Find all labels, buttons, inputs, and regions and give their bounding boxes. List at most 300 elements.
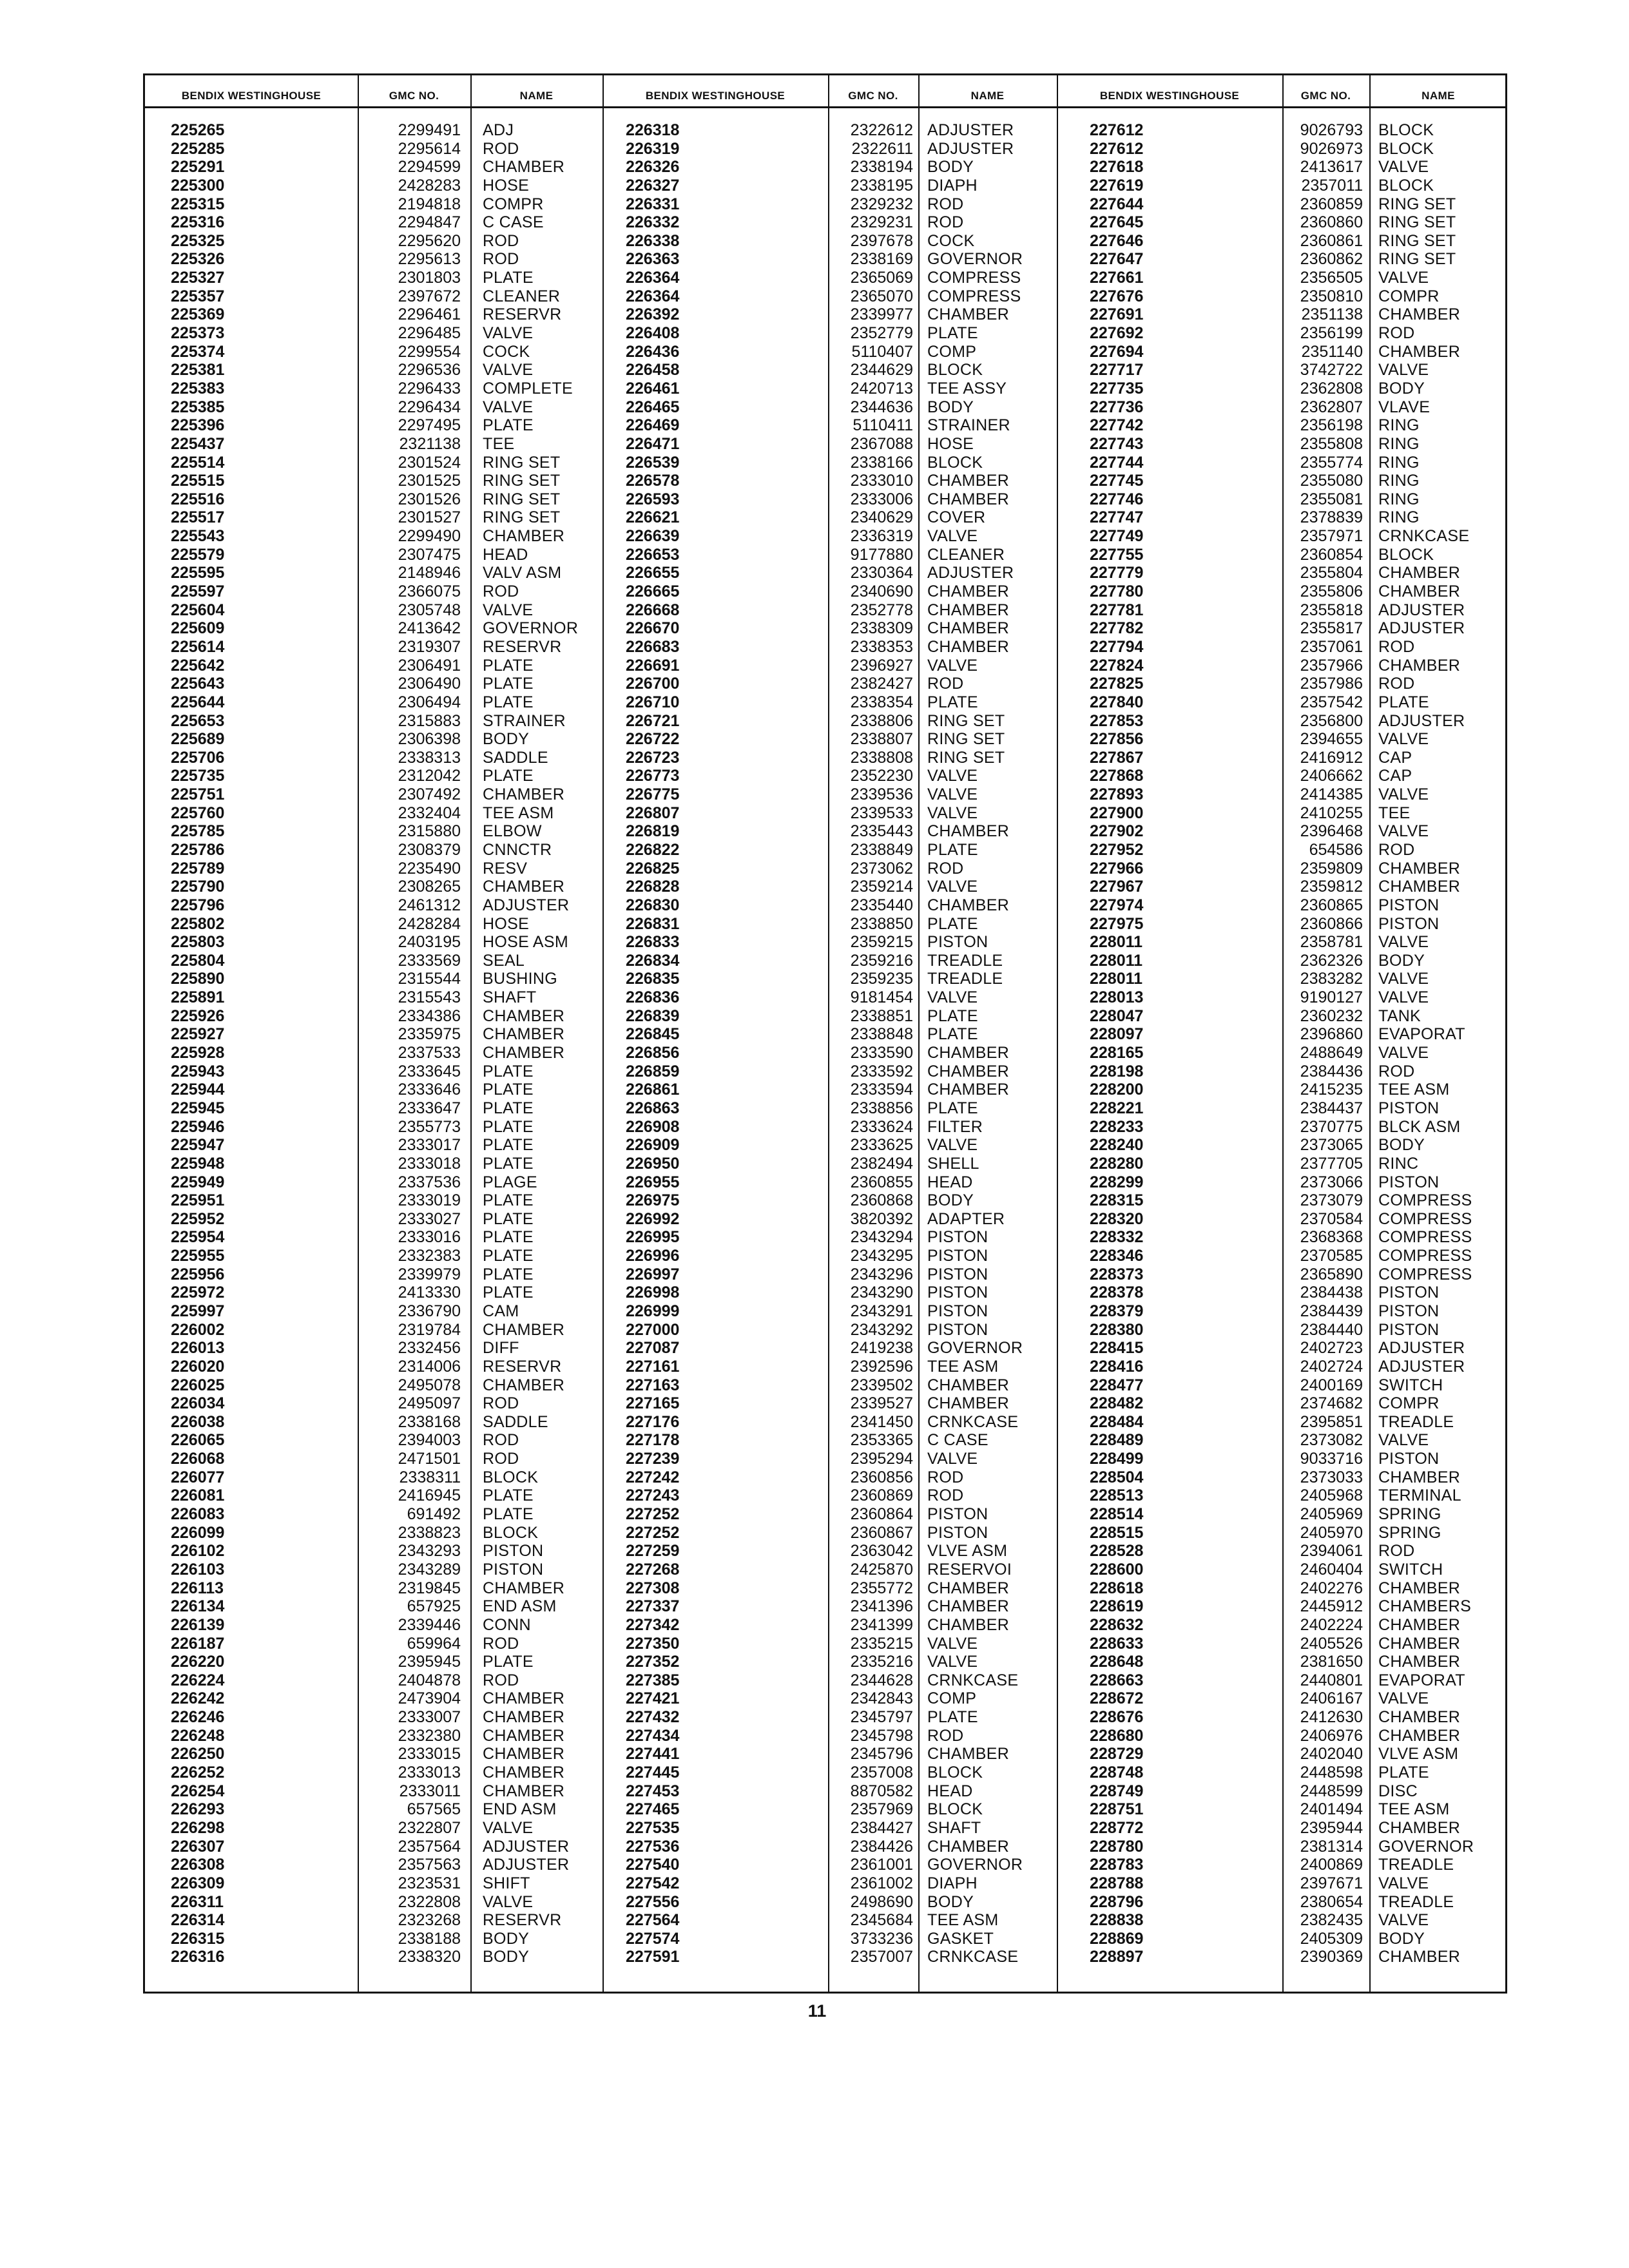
gmc-number: 2333647 (398, 1099, 461, 1117)
gmc-number: 2359809 (1300, 859, 1363, 878)
part-name: VALVE (1378, 822, 1429, 841)
bendix-number: 228097 (1090, 1025, 1144, 1044)
header-name-3: NAME (1422, 90, 1455, 102)
gmc-number: 2338808 (850, 748, 913, 767)
gmc-number: 2373066 (1300, 1173, 1363, 1191)
bendix-number: 226364 (626, 269, 680, 287)
part-name: COMPRESS (927, 287, 1021, 305)
bendix-number: 226103 (171, 1560, 225, 1579)
part-name: CHAMBER (927, 582, 1010, 601)
gmc-number: 2338807 (850, 730, 913, 749)
gmc-number: 2314006 (398, 1357, 461, 1376)
gmc-number: 2406662 (1300, 767, 1363, 785)
part-name: CHAMBER (927, 1044, 1010, 1062)
bendix-number: 226683 (626, 637, 680, 656)
part-name: BODY (483, 1948, 530, 1966)
bendix-number: 227644 (1090, 195, 1144, 213)
part-name: ROD (483, 250, 519, 269)
gmc-number: 2345796 (850, 1745, 913, 1763)
part-name: VALVE (927, 767, 978, 785)
bendix-number: 228748 (1090, 1763, 1144, 1782)
part-name: COMPRESS (1378, 1209, 1472, 1228)
gmc-number: 2365890 (1300, 1265, 1363, 1283)
gmc-number: 2330364 (850, 564, 913, 582)
part-name: PLATE (927, 1708, 978, 1727)
gmc-number: 2338195 (850, 176, 913, 195)
part-name: PISTON (927, 1265, 988, 1283)
part-name: VALVE (927, 803, 978, 822)
bendix-number: 227645 (1090, 213, 1144, 232)
part-name: COMP (927, 342, 977, 361)
gmc-number: 2405968 (1300, 1486, 1363, 1505)
bendix-number: 227453 (626, 1782, 680, 1800)
bendix-number: 228482 (1090, 1394, 1144, 1413)
bendix-number: 227350 (626, 1634, 680, 1653)
part-name: SHAFT (483, 988, 537, 1007)
part-name: TEE ASM (927, 1911, 999, 1930)
bendix-number: 228783 (1090, 1856, 1144, 1874)
bendix-number: 225579 (171, 545, 225, 564)
part-name: CAM (483, 1302, 519, 1320)
part-name: TEE ASM (1378, 1800, 1450, 1819)
part-name: BLOCK (483, 1523, 539, 1542)
gmc-number: 2360854 (1300, 545, 1363, 564)
bendix-number: 226139 (171, 1615, 225, 1634)
bendix-number: 227952 (1090, 840, 1144, 859)
bendix-number: 227794 (1090, 637, 1144, 656)
name-column-2 (927, 121, 1054, 1966)
gmc-number: 2322612 (850, 121, 913, 139)
bendix-number: 226331 (626, 195, 680, 213)
bendix-number: 228380 (1090, 1320, 1144, 1339)
bendix-number: 226773 (626, 767, 680, 785)
part-name: HOSE ASM (483, 933, 568, 952)
gmc-number: 2338849 (850, 840, 913, 859)
bendix-number: 226721 (626, 711, 680, 730)
name-column-1 (483, 121, 599, 1966)
gmc-number: 657565 (407, 1800, 461, 1819)
bendix-number: 227647 (1090, 250, 1144, 269)
part-name: CHAMBERS (1378, 1597, 1472, 1616)
gmc-number: 2363042 (850, 1542, 913, 1561)
part-name: SPRING (1378, 1523, 1441, 1542)
bendix-number: 226293 (171, 1800, 225, 1819)
bendix-number: 228618 (1090, 1579, 1144, 1597)
gmc-number: 2334386 (398, 1006, 461, 1025)
bendix-number: 228011 (1090, 970, 1143, 988)
bendix-number: 227856 (1090, 730, 1144, 749)
part-name: COMPRESS (1378, 1228, 1472, 1247)
gmc-number: 2357563 (398, 1856, 461, 1874)
part-name: ADJUSTER (1378, 1357, 1465, 1376)
gmc-number: 2343296 (850, 1265, 913, 1283)
part-name: VALVE (483, 1892, 534, 1911)
gmc-number: 2332404 (398, 803, 461, 822)
part-name: CHAMBER (1378, 859, 1461, 878)
bendix-number: 227308 (626, 1579, 680, 1597)
part-name: STRAINER (483, 711, 566, 730)
bendix-number: 226908 (626, 1117, 680, 1136)
part-name: TREADLE (1378, 1856, 1454, 1874)
gmc-number: 2367088 (850, 434, 913, 453)
gmc-number: 2296485 (398, 324, 461, 343)
part-name: CHAMBER (927, 472, 1010, 490)
part-name: PLATE (483, 1228, 534, 1247)
gmc-number: 2343289 (398, 1560, 461, 1579)
bendix-number: 226700 (626, 675, 680, 693)
bendix-number: 225653 (171, 711, 225, 730)
bendix-number: 225642 (171, 656, 225, 675)
gmc-number: 2355817 (1300, 619, 1363, 638)
gmc-number: 2295614 (398, 139, 461, 158)
gmc-number: 2397672 (398, 287, 461, 305)
part-name: RESERVR (483, 1911, 562, 1930)
gmc-number: 2365070 (850, 287, 913, 305)
gmc-number: 2333594 (850, 1081, 913, 1099)
gmc-number: 2294847 (398, 213, 461, 232)
bendix-number: 228011 (1090, 933, 1143, 952)
part-name: CHAMBER (1378, 1948, 1461, 1966)
bendix-number: 226822 (626, 840, 680, 859)
gmc-number: 2360856 (850, 1468, 913, 1486)
bendix-number: 226246 (171, 1708, 225, 1727)
bendix-number: 226836 (626, 988, 680, 1007)
gmc-number: 2396468 (1300, 822, 1363, 841)
bendix-number: 225760 (171, 803, 225, 822)
part-name: RING SET (1378, 250, 1456, 269)
part-name: CHAMBER (927, 1597, 1010, 1616)
part-name: CHAMBER (927, 1579, 1010, 1597)
gmc-number: 2294599 (398, 158, 461, 177)
gmc-number: 2373065 (1300, 1136, 1363, 1155)
part-name: RING (1378, 490, 1420, 508)
gmc-number: 2338309 (850, 619, 913, 638)
bendix-number: 228011 (1090, 951, 1143, 970)
part-name: PLATE (483, 1191, 534, 1210)
part-name: RING (1378, 434, 1420, 453)
bendix-number: 226992 (626, 1209, 680, 1228)
gmc-number: 2301803 (398, 269, 461, 287)
gmc-number: 2301526 (398, 490, 461, 508)
bendix-number: 228499 (1090, 1450, 1144, 1468)
bendix-number: 226034 (171, 1394, 225, 1413)
part-name: RESV (483, 859, 528, 878)
part-name: PLATE (483, 767, 534, 785)
gmc-number: 2296536 (398, 361, 461, 380)
part-name: VALVE (1378, 1044, 1429, 1062)
bendix-number: 226975 (626, 1191, 680, 1210)
gmc-number: 2414385 (1300, 785, 1363, 804)
bendix-number: 226311 (171, 1892, 224, 1911)
gmc-number: 2345797 (850, 1708, 913, 1727)
part-name: PLATE (483, 1099, 534, 1117)
bendix-number: 225517 (171, 508, 225, 527)
bendix-number: 226997 (626, 1265, 680, 1283)
part-name: BLOCK (927, 361, 983, 380)
bendix-number: 226013 (171, 1339, 225, 1358)
part-name: PISTON (927, 1247, 988, 1265)
bendix-number: 226995 (626, 1228, 680, 1247)
bendix-number: 227342 (626, 1615, 680, 1634)
bendix-number: 226996 (626, 1247, 680, 1265)
part-name: PISTON (927, 1283, 988, 1302)
bendix-number: 225300 (171, 176, 225, 195)
gmc-number: 2357008 (850, 1763, 913, 1782)
gmc-number: 2306491 (398, 656, 461, 675)
part-name: CHAMBER (483, 878, 565, 896)
gmc-number: 3742722 (1300, 361, 1363, 380)
bendix-number: 228320 (1090, 1209, 1144, 1228)
part-name: CHAMBER (1378, 1708, 1461, 1727)
gmc-number: 2368368 (1300, 1228, 1363, 1247)
header-bendix-3: BENDIX WESTINGHOUSE (1099, 90, 1240, 102)
part-name: COMPRESS (1378, 1265, 1472, 1283)
bendix-number: 226461 (626, 379, 680, 398)
part-name: VALVE (1378, 1431, 1429, 1450)
gmc-number: 2323268 (398, 1911, 461, 1930)
part-name: CONN (483, 1615, 531, 1634)
part-name: CHAMBER (483, 1763, 565, 1782)
gmc-number: 2378839 (1300, 508, 1363, 527)
part-name: ROD (483, 231, 519, 250)
gmc-number: 2323531 (398, 1874, 461, 1892)
gmc-number: 2356198 (1300, 416, 1363, 435)
bendix-number: 227966 (1090, 859, 1144, 878)
gmc-number: 2405969 (1300, 1505, 1363, 1524)
part-name: CHAMBER (483, 1689, 565, 1708)
part-name: CHAMBER (1378, 1818, 1461, 1837)
part-name: ROD (1378, 637, 1415, 656)
bendix-number: 227902 (1090, 822, 1144, 841)
gmc-number: 2343294 (850, 1228, 913, 1247)
bendix-number: 226831 (626, 914, 680, 933)
gmc-number: 2299491 (398, 121, 461, 139)
column-divider (602, 75, 604, 1992)
gmc-number: 2460404 (1300, 1560, 1363, 1579)
part-name: COMPLETE (483, 379, 573, 398)
gmc-number: 2333017 (398, 1136, 461, 1155)
part-name: CHAMBER (483, 1044, 565, 1062)
gmc-number: 2338851 (850, 1006, 913, 1025)
gmc-number: 2410255 (1300, 803, 1363, 822)
gmc-number: 2295613 (398, 250, 461, 269)
bendix-number: 226364 (626, 287, 680, 305)
gmc-number: 2341450 (850, 1412, 913, 1431)
part-name: SWITCH (1378, 1560, 1443, 1579)
bendix-number: 225927 (171, 1025, 225, 1044)
part-name: COVER (927, 508, 986, 527)
part-name: PISTON (1378, 1173, 1440, 1191)
gmc-number: 2296461 (398, 305, 461, 324)
gmc-number: 2394003 (398, 1431, 461, 1450)
bendix-number: 227749 (1090, 527, 1144, 546)
part-name: ADJ (483, 121, 514, 139)
bendix-number: 227087 (626, 1339, 680, 1358)
part-name: VALVE (483, 1818, 534, 1837)
bendix-number: 225396 (171, 416, 225, 435)
bendix-number: 226038 (171, 1412, 225, 1431)
part-name: COMPR (1378, 1394, 1440, 1413)
gmc-number: 2299490 (398, 527, 461, 546)
gmc-number: 9026793 (1300, 121, 1363, 139)
gmc-number: 2406976 (1300, 1726, 1363, 1745)
part-name: COMPRESS (927, 269, 1021, 287)
bendix-number: 226653 (626, 545, 680, 564)
gmc-number: 2357564 (398, 1837, 461, 1856)
gmc-number: 2305748 (398, 601, 461, 619)
part-name: RESERVR (483, 305, 562, 324)
part-name: CHAMBER (927, 619, 1010, 638)
header-gmc-2: GMC NO. (848, 90, 898, 102)
bendix-number: 225952 (171, 1209, 225, 1228)
bendix-number: 226710 (626, 693, 680, 711)
gmc-number: 2381314 (1300, 1837, 1363, 1856)
bendix-number: 227676 (1090, 287, 1144, 305)
part-name: CHAMBER (927, 637, 1010, 656)
bendix-number: 227893 (1090, 785, 1144, 804)
part-name: ROD (483, 1671, 519, 1689)
part-name: CHAMBER (1378, 656, 1461, 675)
part-name: GOVERNOR (927, 1856, 1023, 1874)
bendix-number: 227779 (1090, 564, 1144, 582)
part-name: PLATE (483, 1136, 534, 1155)
bendix-number: 228676 (1090, 1708, 1144, 1727)
part-name: PLATE (927, 693, 978, 711)
gmc-number: 2397671 (1300, 1874, 1363, 1892)
table-header (145, 75, 1505, 108)
gmc-number: 2382494 (850, 1154, 913, 1173)
bendix-number: 225285 (171, 139, 225, 158)
gmc-number: 2392596 (850, 1357, 913, 1376)
gmc-number: 2403195 (398, 933, 461, 952)
gmc-column-1 (361, 121, 461, 1966)
gmc-number: 2329231 (850, 213, 913, 232)
bendix-number: 226252 (171, 1763, 225, 1782)
part-name: SADDLE (483, 748, 548, 767)
bendix-number: 226134 (171, 1597, 225, 1616)
gmc-number: 2315883 (398, 711, 461, 730)
bendix-number: 225609 (171, 619, 225, 638)
bendix-number: 226250 (171, 1745, 225, 1763)
bendix-number: 227747 (1090, 508, 1144, 527)
bendix-number: 226318 (626, 121, 680, 139)
gmc-number: 2295620 (398, 231, 461, 250)
part-name: SHELL (927, 1154, 979, 1173)
part-name: CHAMBER (927, 1376, 1010, 1394)
bendix-number: 225543 (171, 527, 225, 546)
column-divider (1282, 75, 1284, 1992)
part-name: RING SET (483, 453, 561, 472)
gmc-number: 2416912 (1300, 748, 1363, 767)
gmc-number: 2148946 (398, 564, 461, 582)
bendix-number: 226723 (626, 748, 680, 767)
part-name: RESERVR (483, 637, 562, 656)
bendix-number: 226670 (626, 619, 680, 638)
gmc-number: 2335975 (398, 1025, 461, 1044)
part-name: PLATE (927, 840, 978, 859)
part-name: TEE ASM (927, 1357, 999, 1376)
gmc-number: 2336790 (398, 1302, 461, 1320)
gmc-number: 2333646 (398, 1081, 461, 1099)
gmc-number: 2366075 (398, 582, 461, 601)
gmc-number: 2360860 (1300, 213, 1363, 232)
part-name: CAP (1378, 767, 1412, 785)
part-name: HOSE (483, 914, 530, 933)
gmc-number: 9033716 (1300, 1450, 1363, 1468)
bendix-number: 226224 (171, 1671, 225, 1689)
bendix-number: 226220 (171, 1653, 225, 1671)
part-name: VALVE (1378, 1911, 1429, 1930)
bendix-number: 228233 (1090, 1117, 1144, 1136)
gmc-number: 691492 (407, 1505, 461, 1524)
bendix-number: 228633 (1090, 1634, 1144, 1653)
bendix-number: 227268 (626, 1560, 680, 1579)
column-divider (918, 75, 920, 1992)
part-name: BLOCK (1378, 139, 1434, 158)
gmc-number: 2384437 (1300, 1099, 1363, 1117)
part-name: ADJUSTER (483, 1856, 570, 1874)
part-name: PISTON (1378, 1320, 1440, 1339)
part-name: CHAMBER (927, 1394, 1010, 1413)
gmc-number: 2322808 (398, 1892, 461, 1911)
gmc-number: 2358781 (1300, 933, 1363, 952)
part-name: RINC (1378, 1154, 1419, 1173)
bendix-number: 227536 (626, 1837, 680, 1856)
gmc-number: 5110411 (853, 416, 913, 435)
part-name: EVAPORAT (1378, 1671, 1465, 1689)
gmc-number: 2405970 (1300, 1523, 1363, 1542)
bendix-number: 226955 (626, 1173, 680, 1191)
part-name: VALVE (927, 878, 978, 896)
part-name: VALVE (1378, 970, 1429, 988)
part-name: CHAMBER (1378, 1615, 1461, 1634)
gmc-number: 2360861 (1300, 231, 1363, 250)
gmc-number: 2335215 (850, 1634, 913, 1653)
bendix-number: 226469 (626, 416, 680, 435)
column-divider (1057, 75, 1058, 1992)
gmc-number: 2357966 (1300, 656, 1363, 675)
bendix-number: 227574 (626, 1929, 680, 1948)
part-name: VALVE (1378, 361, 1429, 380)
column-divider (828, 75, 829, 1992)
part-name: ADJUSTER (1378, 601, 1465, 619)
bendix-number: 226593 (626, 490, 680, 508)
gmc-number: 2384426 (850, 1837, 913, 1856)
part-name: ADJUSTER (483, 896, 570, 914)
bendix-number: 226665 (626, 582, 680, 601)
gmc-number: 2361001 (850, 1856, 913, 1874)
part-name: ROD (483, 1634, 519, 1653)
part-name: RING SET (483, 508, 561, 527)
bendix-number: 225954 (171, 1228, 225, 1247)
bendix-number: 225689 (171, 730, 225, 749)
bendix-number: 228415 (1090, 1339, 1144, 1358)
gmc-number: 2355818 (1300, 601, 1363, 619)
part-name: RESERVOI (927, 1560, 1012, 1579)
gmc-number: 2360866 (1300, 914, 1363, 933)
gmc-number: 2395851 (1300, 1412, 1363, 1431)
gmc-number: 2343293 (398, 1542, 461, 1561)
part-name: DIAPH (927, 1874, 978, 1892)
gmc-number: 2308265 (398, 878, 461, 896)
gmc-number: 2395945 (398, 1653, 461, 1671)
part-name: HEAD (927, 1782, 973, 1800)
gmc-number: 2315543 (398, 988, 461, 1007)
part-name: VALVE (483, 601, 534, 619)
gmc-number: 2395294 (850, 1450, 913, 1468)
gmc-number: 2445912 (1300, 1597, 1363, 1616)
gmc-number: 2338848 (850, 1025, 913, 1044)
